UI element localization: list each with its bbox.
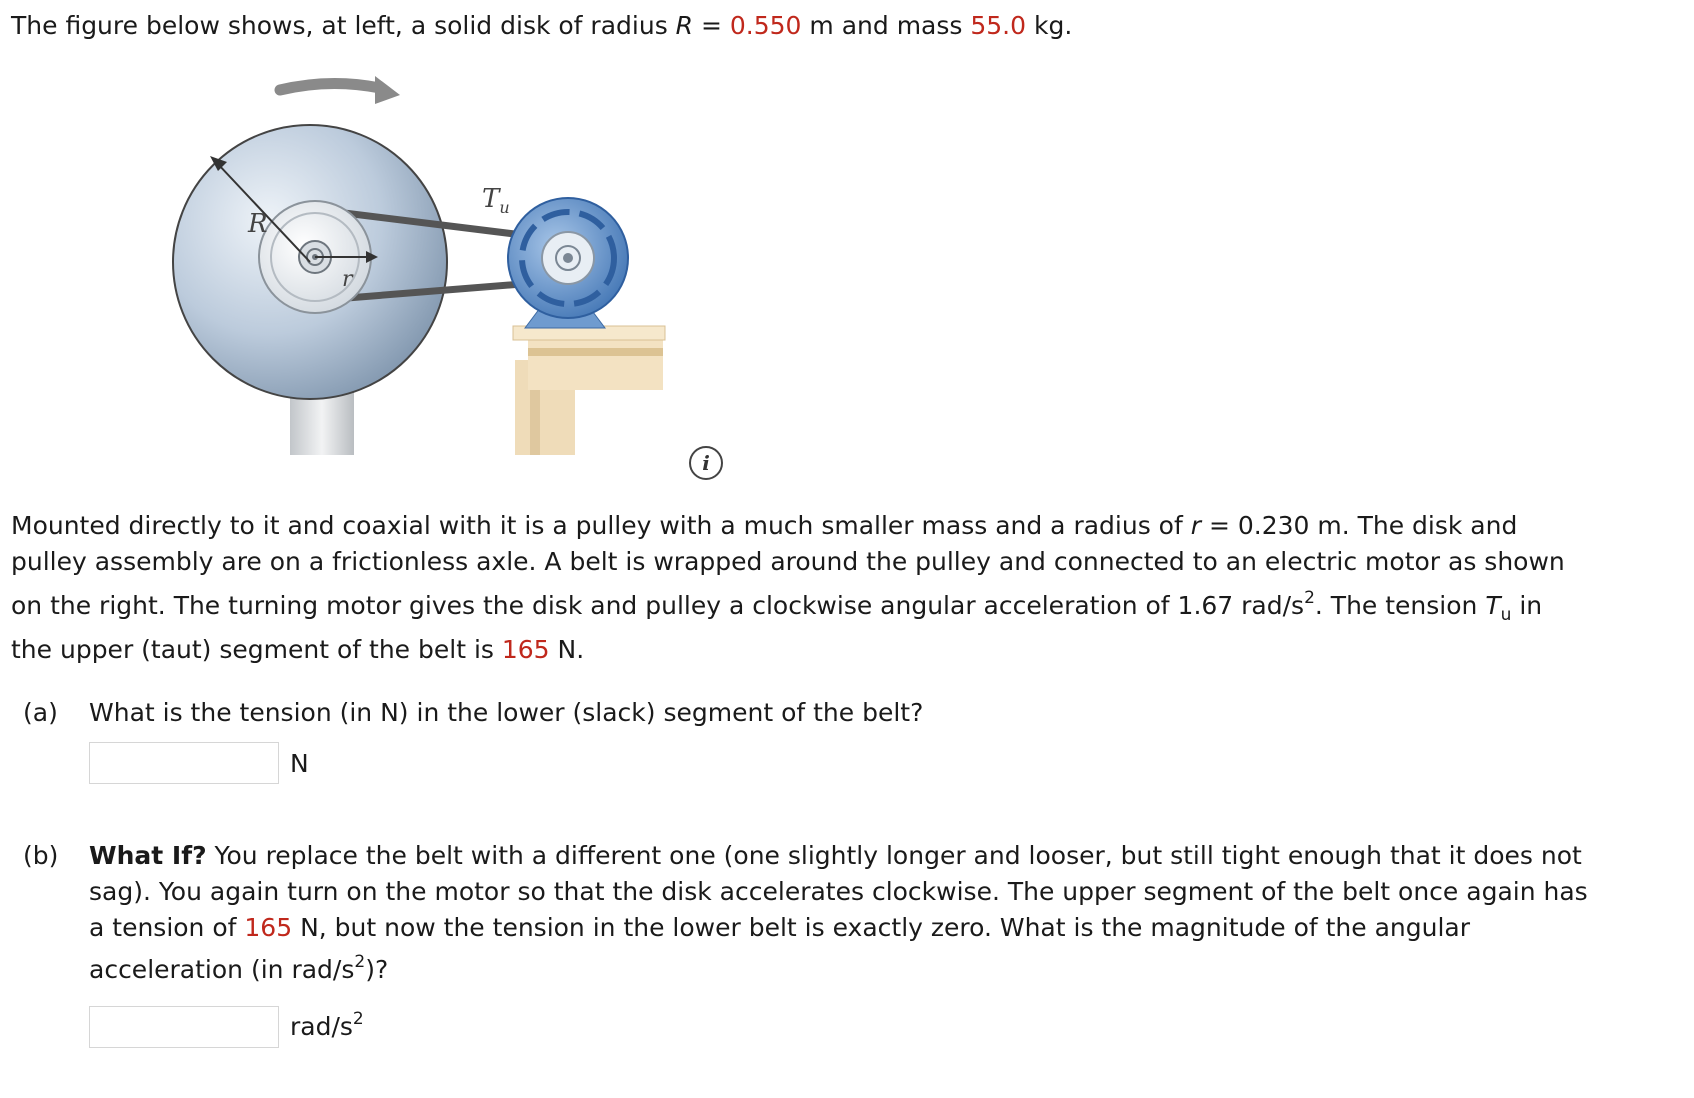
info-icon[interactable]: i — [689, 446, 723, 480]
clockwise-arrow-icon — [280, 76, 400, 104]
electric-motor — [508, 198, 628, 318]
part-b-unit: rad/$s^2$ — [290, 1008, 364, 1041]
what-if-heading: What If? — [89, 841, 207, 870]
label-tension-upper: $T_u$ — [482, 184, 510, 217]
disk-pulley-figure — [170, 70, 690, 460]
motor-stand — [513, 326, 665, 455]
part-b-answer-input[interactable] — [89, 1006, 279, 1048]
part-a-unit: N — [290, 749, 309, 778]
radius-symbol: R — [675, 11, 694, 40]
body-line-3: on the right. The turning motor gives the disk and pulley a clockwise angular acceleration of 1.67 rad/$s^2$. The tension $T_u$ in — [11, 587, 1543, 625]
part-b-tension-value: 165 — [244, 913, 293, 942]
part-b-label: (b) — [23, 841, 59, 870]
tension-value: 165 — [501, 635, 550, 664]
body-line-2: pulley assembly are on a frictionless axle. A belt is wrapped around the pulley and connected to an electric motor as shown — [11, 547, 1565, 576]
radius-value: 0.550 — [729, 11, 802, 40]
part-a-question: What is the tension (in N) in the lower (slack) segment of the belt? — [89, 698, 924, 727]
mass-value: 55.0 — [970, 11, 1027, 40]
label-R: R — [248, 209, 268, 239]
intro-text: The figure below shows, at left, a solid disk of radius R = 0.550 m and mass 55.0 kg. — [11, 11, 1073, 40]
body-line-1: Mounted directly to it and coaxial with it is a pulley with a much smaller mass and a radius of r = 0.230 m. The disk and — [11, 511, 1518, 540]
part-a-answer-input[interactable] — [89, 742, 279, 784]
problem-body — [11, 508, 1565, 668]
part-b-question: What If? You replace the belt with a different one (one slightly longer and looser, but still tight enough that it does not sag). You again turn on the motor so that the disk accelerates clockwise. The upper segment of the belt once again has a tension of 165 N, but now the tension in the lower belt is exactly zero. What is the magnitude of the angular acceleration (in rad/$s^2$)? — [89, 841, 1588, 984]
body-line-4: the upper (taut) segment of the belt is 165 N. — [11, 635, 585, 664]
part-a-label: (a) — [23, 698, 58, 727]
label-r: r — [342, 267, 353, 292]
